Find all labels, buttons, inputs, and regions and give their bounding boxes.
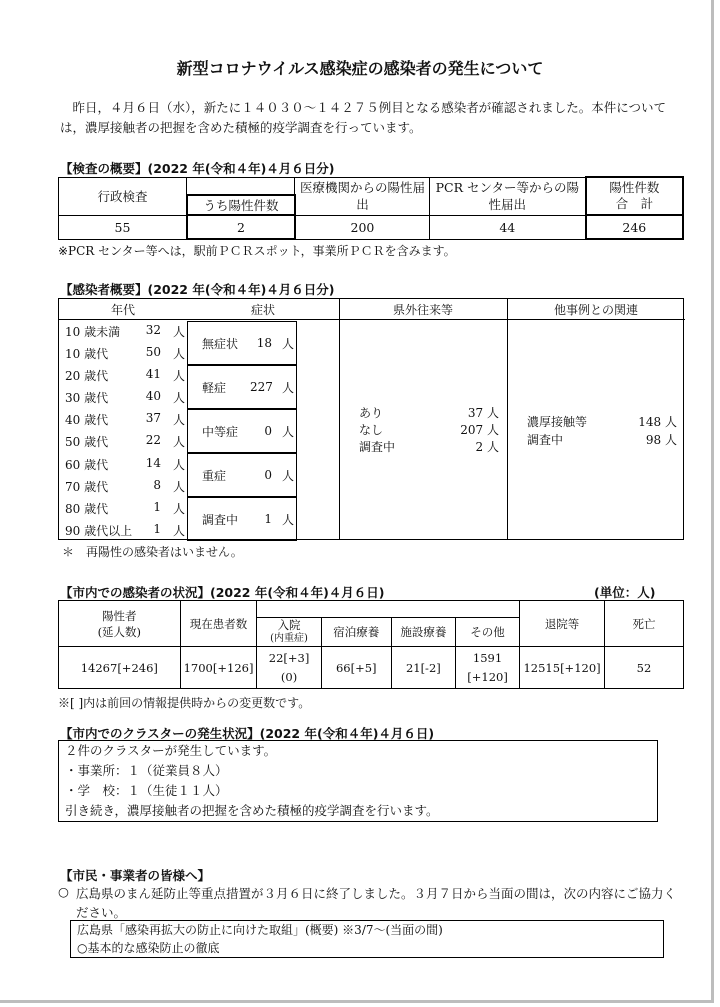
col-death: 死亡	[604, 601, 683, 647]
travel-row: あり 37 人	[359, 406, 499, 420]
val-total: 246	[586, 215, 683, 239]
tests-note: ※PCR センター等へは，駅前ＰＣＲスポット，事業所ＰＣＲを含みます。	[58, 244, 456, 258]
divider	[339, 299, 340, 539]
cases-table	[58, 298, 684, 540]
travel-list	[359, 405, 499, 456]
val-current: 1700[+126]	[180, 647, 257, 689]
symptom-box: 重症 0 人	[187, 453, 297, 497]
col-hospital: 入院 (内重症)	[257, 618, 321, 647]
page-title: 新型コロナウイルス感染症の感染者の発生について	[176, 59, 544, 78]
val-medical: 200	[295, 215, 429, 239]
col-admin-pos: うち陽性件数	[187, 195, 295, 215]
val-admin-pos: 2	[187, 215, 295, 239]
age-row: 10 歳未満 32 人	[65, 323, 185, 339]
citizens-heading: 【市民・事業者の皆様へ】	[60, 868, 211, 883]
col-total-line1: 陽性件数	[609, 180, 660, 195]
age-row: 50 歳代 22 人	[65, 433, 185, 449]
val-other: 1591 [+120]	[455, 647, 519, 689]
symptom-box: 軽症 227 人	[187, 365, 297, 409]
cluster-line: ・事業所：１（従業員８人）	[65, 763, 228, 778]
col-current: 現在患者数	[180, 601, 257, 647]
val-discharged: 12515[+120]	[520, 647, 605, 689]
age-row: 90 歳代以上 1 人	[65, 522, 185, 538]
cases-heading: 【感染者概要】(2022 年(令和４年)４月６日分)	[60, 282, 335, 297]
age-row: 40 歳代 37 人	[65, 411, 185, 427]
col-age: 年代	[110, 303, 135, 317]
col-other: その他	[455, 618, 519, 647]
col-total-line2: 合 計	[615, 196, 654, 211]
col-pcr: PCR センター等からの陽性届出	[429, 177, 585, 215]
col-breakdown	[257, 601, 520, 618]
symptom-box: 調査中 1 人	[187, 497, 297, 541]
symptom-box: 無症状 18 人	[187, 321, 297, 365]
val-pcr: 44	[429, 215, 585, 239]
city-heading: 【市内での感染者の状況】(2022 年(令和４年)４月６日)	[60, 585, 385, 600]
age-row: 70 歳代 8 人	[65, 478, 185, 494]
col-travel: 県外往来等	[392, 303, 453, 317]
symptom-box: 中等症 0 人	[187, 409, 297, 453]
cluster-box	[58, 740, 658, 822]
cluster-line: ・学 校：１（生徒１１人）	[65, 783, 228, 798]
cluster-heading: 【市内でのクラスターの発生状況】(2022 年(令和４年)４月６日)	[60, 726, 435, 741]
val-hotel: 66[+5]	[321, 647, 391, 689]
citizens-text: 広島県のまん延防止等重点措置が３月６日に終了しました。３月７日から当面の間は，次の内容にご協力ください。	[76, 886, 677, 920]
travel-row: なし 207 人	[359, 423, 499, 437]
val-hospital: 22[+3] (0)	[257, 647, 321, 689]
travel-row: 調査中 2 人	[359, 440, 499, 454]
city-note: ※[ ]内は前回の情報提供時からの変更数です。	[58, 696, 311, 710]
divider	[507, 299, 508, 539]
cases-note: ＊ 再陽性の感染者はいません。	[62, 545, 243, 559]
citizens-box-line: ○基本的な感染防止の徹底	[77, 941, 220, 955]
intro-paragraph: 昨日，４月６日（水），新たに１４０３０～１４２７５例目となる感染者が確認されました。本件については，濃厚接触者の把握を含めた積極的疫学調査を行っています。	[60, 100, 667, 135]
val-admin: 55	[59, 215, 187, 239]
tests-table	[58, 176, 684, 240]
cluster-line: 引き続き，濃厚接触者の把握を含めた積極的疫学調査を行います。	[65, 803, 439, 818]
val-death: 52	[604, 647, 683, 689]
col-total	[586, 177, 683, 215]
link-row: 調査中 98 人	[527, 433, 677, 447]
tests-heading: 【検査の概要】(2022 年(令和４年)４月６日分)	[60, 161, 335, 176]
age-row: 60 歳代 14 人	[65, 456, 185, 472]
col-link: 他事例との関連	[553, 303, 638, 317]
col-facility: 施設療養	[391, 618, 455, 647]
age-row: 10 歳代 50 人	[65, 345, 185, 361]
col-discharged: 退院等	[520, 601, 605, 647]
col-admin-top	[187, 177, 295, 195]
link-row: 濃厚接触等 148 人	[527, 415, 677, 429]
citizens-box	[70, 920, 664, 958]
cluster-line: ２件のクラスターが発生しています。	[65, 743, 277, 758]
col-hotel: 宿泊療養	[321, 618, 391, 647]
col-medical: 医療機関からの陽性届出	[295, 177, 429, 215]
val-positive: 14267[+246]	[59, 647, 181, 689]
city-unit: (単位：人)	[594, 585, 656, 600]
col-positive: 陽性者 (延人数)	[59, 601, 181, 647]
age-row: 80 歳代 1 人	[65, 500, 185, 516]
col-symptom: 症状	[250, 303, 275, 317]
city-table	[58, 600, 684, 689]
col-admin: 行政検査	[59, 177, 187, 215]
val-facility: 21[-2]	[391, 647, 455, 689]
age-row: 20 歳代 41 人	[65, 367, 185, 383]
age-row: 30 歳代 40 人	[65, 389, 185, 405]
citizens-bullet: ○	[58, 884, 69, 899]
citizens-box-line: 広島県「感染再拡大の防止に向けた取組」(概要) ※3/7～(当面の間)	[77, 923, 443, 937]
link-list	[527, 413, 677, 449]
